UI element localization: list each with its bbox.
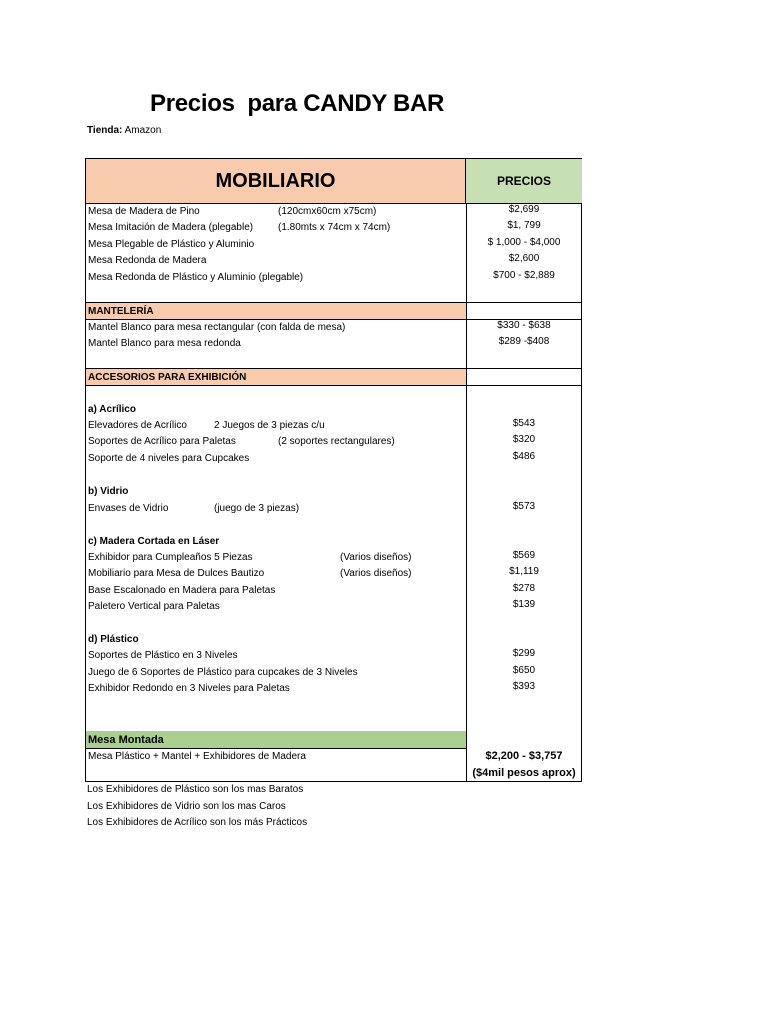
item-spec: (1.80mts x 74cm x 74cm) xyxy=(278,222,391,233)
item-spec: (Varios diseños) xyxy=(340,552,412,563)
item-price: $1,119 xyxy=(509,566,539,577)
item-name: Mobiliario para Mesa de Dulces Bautizo xyxy=(88,568,265,579)
note-line: Los Exhibidores de Plástico son los mas Baratos xyxy=(87,784,304,795)
item-name: Juego de 6 Soportes de Plástico para cupcakes de 3 Niveles xyxy=(88,667,358,678)
subsection-plastico: d) Plástico xyxy=(88,634,139,645)
item-price: $573 xyxy=(512,501,536,512)
subsection-madera: c) Madera Cortada en Láser xyxy=(88,536,220,547)
row-divider xyxy=(86,748,466,749)
item-price: $2,600 xyxy=(508,253,540,264)
item-price: $2,699 xyxy=(508,204,540,215)
store-value: Amazon xyxy=(124,125,162,136)
item-spec: 2 Juegos de 3 piezas c/u xyxy=(214,420,325,431)
item-name: Exhibidor Redondo en 3 Niveles para Paletas xyxy=(88,683,290,694)
item-price: $330 - $638 xyxy=(497,320,551,331)
item-price: $299 xyxy=(512,648,536,659)
item-name: Base Escalonado en Madera para Paletas xyxy=(88,585,276,596)
store-label: Tienda: xyxy=(87,125,123,136)
item-price: $278 xyxy=(512,583,536,594)
item-name: Mesa Redonda de Plástico y Aluminio (plegable) xyxy=(88,272,304,283)
item-spec: (Varios diseños) xyxy=(340,568,412,579)
item-price: $393 xyxy=(512,681,536,692)
subsection-vidrio: b) Vidrio xyxy=(88,486,129,497)
item-spec: (120cmx60cm x75cm) xyxy=(278,206,377,217)
mesa-montada-approx: ($4mil pesos aprox) xyxy=(472,767,576,779)
header-mobiliario: MOBILIARIO xyxy=(86,159,466,204)
item-name: Mesa de Madera de Pino xyxy=(88,206,200,217)
item-price: $1, 799 xyxy=(507,220,541,231)
item-name: Soportes de Acrílico para Paletas xyxy=(88,436,236,447)
section-mesa-montada: Mesa Montada xyxy=(86,731,466,748)
item-price: $569 xyxy=(512,550,536,561)
item-price: $543 xyxy=(512,418,536,429)
item-spec: (juego de 3 piezas) xyxy=(214,503,300,514)
item-name: Mesa Redonda de Madera xyxy=(88,255,207,266)
item-name: Mantel Blanco para mesa redonda xyxy=(88,338,241,349)
item-name: Mesa Imitación de Madera (plegable) xyxy=(88,222,254,233)
item-price: $700 - $2,889 xyxy=(493,270,555,281)
item-price: $650 xyxy=(512,665,536,676)
section-accesorios: ACCESORIOS PARA EXHIBICIÓN xyxy=(86,369,466,385)
page-title: Precios para CANDY BAR xyxy=(150,90,445,117)
row-divider xyxy=(86,385,582,386)
mesa-montada-price: $2,200 - $3,757 xyxy=(485,750,563,762)
item-name: Paletero Vertical para Paletas xyxy=(88,601,220,612)
note-line: Los Exhibidores de Acrílico son los más Prácticos xyxy=(87,817,308,828)
item-price: $486 xyxy=(512,451,536,462)
section-manteleria: MANTELERÍA xyxy=(86,303,466,319)
note-line: Los Exhibidores de Vidrio son los mas Caros xyxy=(87,801,286,812)
item-name: Soporte de 4 niveles para Cupcakes xyxy=(88,453,250,464)
price-table xyxy=(85,158,582,782)
store-line xyxy=(87,125,161,136)
column-divider xyxy=(466,204,467,782)
item-name: Mantel Blanco para mesa rectangular (con falda de mesa) xyxy=(88,322,346,333)
item-name: Soportes de Plástico en 3 Niveles xyxy=(88,650,238,661)
item-spec: (2 soportes rectangulares) xyxy=(278,436,395,447)
item-price: $289 -$408 xyxy=(498,336,550,347)
subsection-acrilico: a) Acrílico xyxy=(88,404,136,415)
item-name: Exhibidor para Cumpleaños 5 Piezas xyxy=(88,552,253,563)
header-precios: PRECIOS xyxy=(466,159,582,204)
item-name: Envases de Vidrio xyxy=(88,503,169,514)
item-name: Mesa Plástico + Mantel + Exhibidores de Madera xyxy=(88,751,306,762)
item-price: $139 xyxy=(512,599,536,610)
item-price: $320 xyxy=(512,434,536,445)
item-name: Mesa Plegable de Plástico y Aluminio xyxy=(88,239,255,250)
item-name: Elevadores de Acrílico xyxy=(88,420,187,431)
item-price: $ 1,000 - $4,000 xyxy=(487,237,561,248)
